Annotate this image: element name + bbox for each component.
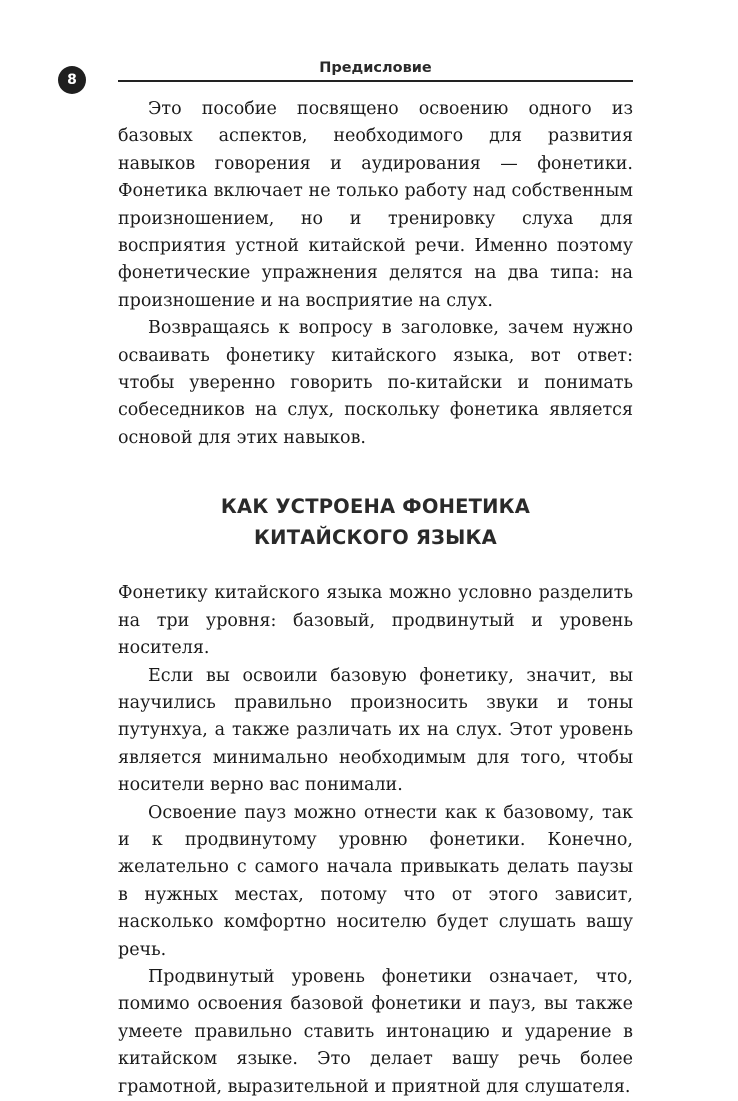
running-title: Предисловие xyxy=(319,60,432,76)
section-paragraph: Если вы освоили базовую фонетику, значит, вы научились правильно произносить звуки и тоны путунхуа, а также различать их на слух. Этот уровень является минимально необходимым для того, чтобы носители верно вас понимали. xyxy=(118,665,633,796)
section-heading-line: КИТАЙСКОГО ЯЗЫКА xyxy=(254,526,497,550)
section-heading xyxy=(118,491,633,553)
section-paragraph: Освоение пауз можно отнести как к базовому, так и к продвинутому уровню фонетики. Конечно, желательно с самого начала привыкать делать паузы в нужных местах, потому что от этого зависит, насколько комфортно носителю будет слушать вашу речь. xyxy=(118,802,633,960)
section-paragraph: Фонетику китайского языка можно условно разделить на три уровня: базовый, продвинутый и уровень носителя. xyxy=(118,583,633,659)
section-paragraph: Продвинутый уровень фонетики означает, что, помимо освоения базовой фонетики и пауз, вы также умеете правильно ставить интонацию и ударение в китайском языке. Это делает вашу речь более грамотной, выразительной и приятной для слушателя. xyxy=(118,966,633,1097)
section-heading-line: КАК УСТРОЕНА ФОНЕТИКА xyxy=(220,495,531,519)
header-rule xyxy=(118,80,633,82)
page-number: 8 xyxy=(58,66,86,94)
preface-paragraph: Это пособие посвящено освоению одного из базовых аспектов, необходимого для развития навыков говорения и аудирования — фонетики. Фонетика включает не только работу над собственным произношением, но и тренировку слуха для восприятия устной китайской речи. Именно поэтому фонетические упражнения делятся на два типа: на произношение и на восприятие на слух. xyxy=(118,99,633,311)
preface-paragraph: Возвращаясь к вопросу в заголовке, зачем нужно осваивать фонетику китайского языка, вот ответ: чтобы уверенно говорить по-китайски и понимать собеседников на слух, поскольку фонетика является основой для этих навыков. xyxy=(118,318,633,448)
page-body xyxy=(118,96,633,1101)
